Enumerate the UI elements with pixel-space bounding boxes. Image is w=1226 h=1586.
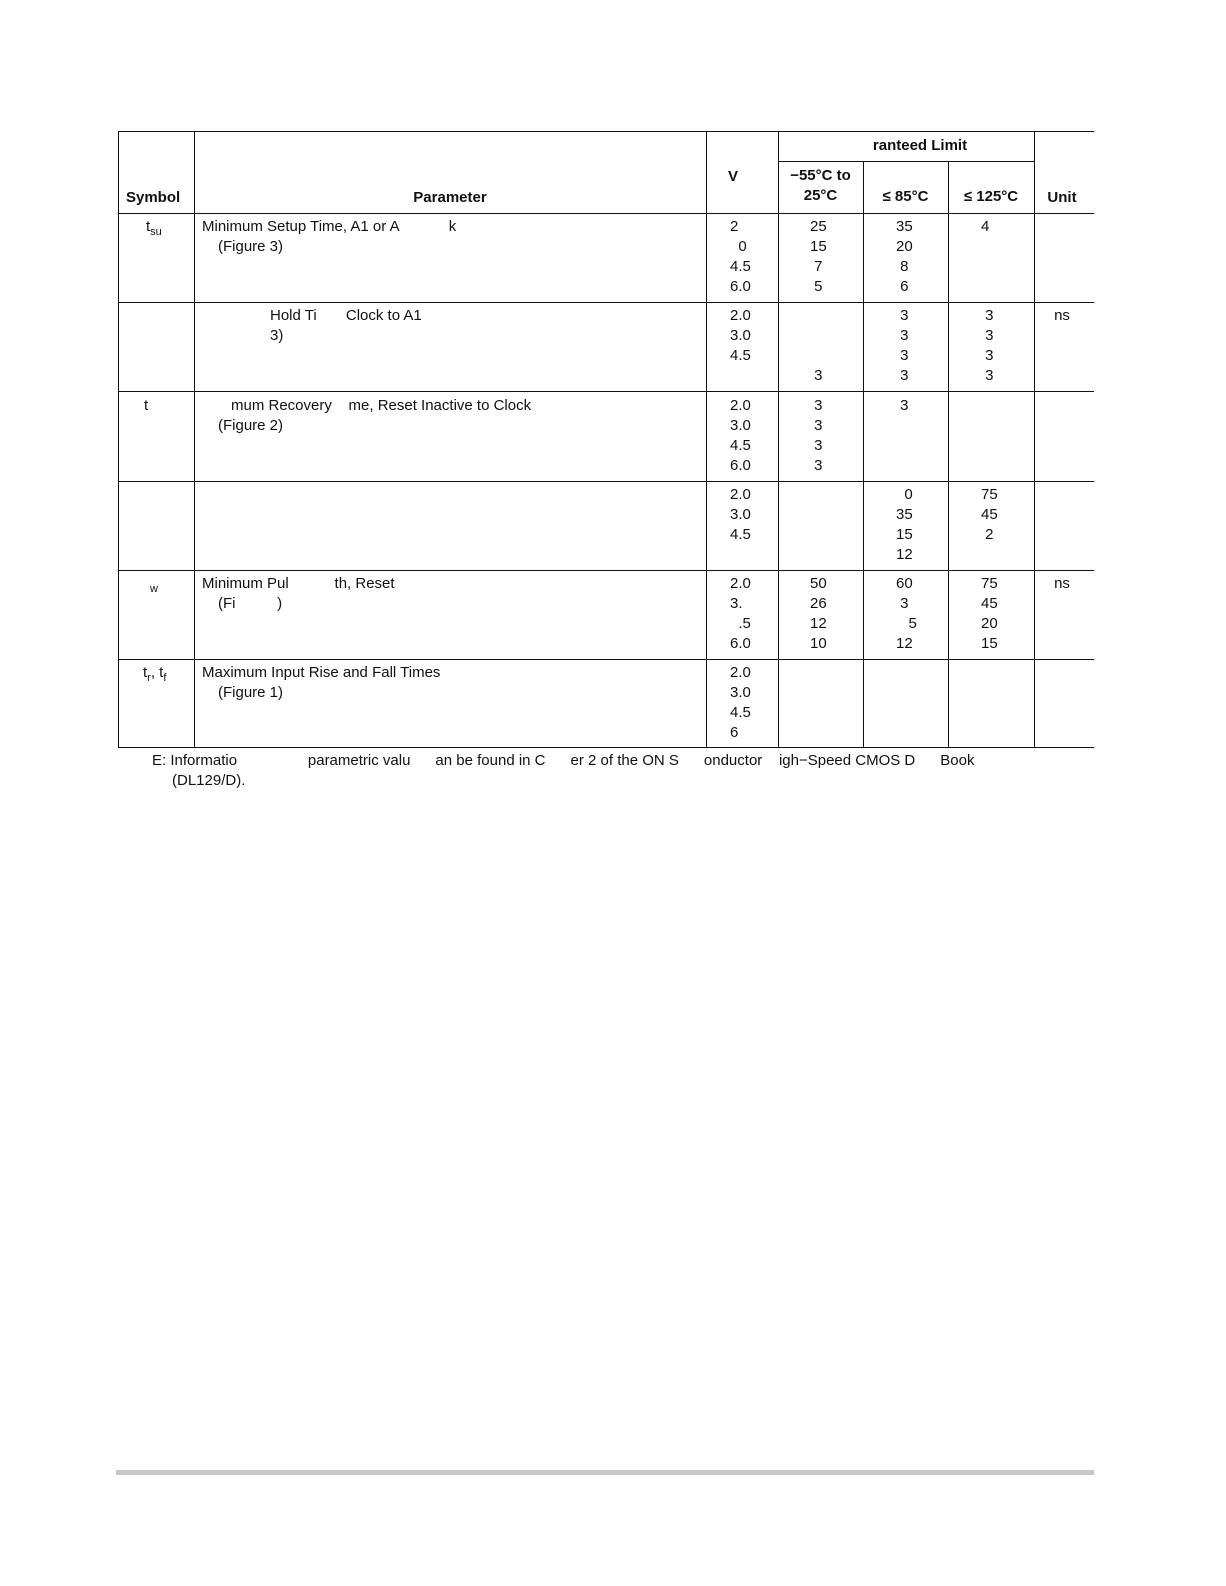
note-line1: E: Informatio parametric valu an be found in C er 2 of the ON S onductor igh−Speed CMOS D Book (152, 752, 975, 769)
col-border-left (118, 132, 119, 748)
row5-limit1: 50 26 12 10 (810, 575, 827, 652)
row3-limit1: 3 3 3 3 (814, 397, 823, 474)
row2-limit3: 3 3 3 3 (985, 307, 994, 384)
note-line2: (DL129/D). (172, 772, 246, 789)
row5-limit3: 75 45 20 15 (981, 575, 998, 652)
row6-v: 2.0 3.0 4.5 6 (730, 664, 751, 741)
table-top-border (118, 131, 1094, 132)
footer-rule (116, 1470, 1094, 1475)
col-border-limit1 (863, 161, 864, 748)
row1-limit2: 35 20 8 6 (896, 218, 913, 295)
header-unit: Unit (1047, 189, 1077, 206)
row4-v: 2.0 3.0 4.5 (730, 486, 751, 543)
row5-symbol: w (150, 583, 158, 595)
row6-symbol: $t_r$, $t_f$ (143, 664, 167, 684)
row1-param-line1: Minimum Setup Time, A1 or A k (202, 218, 457, 235)
row1-v: 2 0 4.5 6.0 (730, 218, 751, 295)
col-border-limit2 (948, 161, 949, 748)
header-limit2: ≤ 85°C (882, 188, 929, 205)
row5-v: 2.0 3. .5 6.0 (730, 575, 751, 652)
row4-limit3: 75 45 2 (981, 486, 998, 543)
row5-param-line2: (Fi ) (218, 595, 283, 612)
header-limit1-line1: −55°C to (790, 167, 851, 184)
header-symbol: Symbol (126, 189, 181, 206)
row5-limit2: 60 3 5 12 (896, 575, 917, 652)
row3-v: 2.0 3.0 4.5 6.0 (730, 397, 751, 474)
col-border-parameter (706, 132, 707, 748)
row2-limit1: 3 (814, 367, 823, 384)
row1-limit3: 4 (981, 218, 990, 235)
header-limit1-line2: 25°C (803, 187, 838, 204)
header-guaranteed-limit: ranteed Limit (872, 137, 968, 154)
row3-param-line2: (Figure 2) (218, 417, 284, 434)
row2-unit: ns (1054, 307, 1070, 324)
row4-limit2: 0 35 15 12 (896, 486, 913, 563)
row2-param-line2: 3) (270, 327, 284, 344)
header-v: V (727, 168, 738, 185)
row3-symbol: t (144, 397, 149, 414)
col-border-symbol (194, 132, 195, 748)
guaranteed-limit-divider (778, 161, 1034, 162)
row2-v: 2.0 3.0 4.5 (730, 307, 751, 364)
header-parameter: Parameter (413, 189, 487, 206)
row5-param-line1: Minimum Pul th, Reset (202, 575, 395, 592)
row3-param-line1: mum Recovery me, Reset Inactive to Clock (231, 397, 532, 414)
row1-symbol: $t_{su}$ (146, 218, 162, 238)
row5-unit: ns (1054, 575, 1070, 592)
row6-param-line1: Maximum Input Rise and Fall Times (202, 664, 441, 681)
row2-limit2: 3 3 3 3 (900, 307, 909, 384)
row3-limit2: 3 (896, 397, 909, 414)
row1-param-line2: (Figure 3) (218, 238, 284, 255)
row1-limit1: 25 15 7 5 (810, 218, 827, 295)
col-border-v (778, 132, 779, 748)
row2-param-line1: Hold Ti Clock to A1 (270, 307, 422, 324)
col-border-limit3 (1034, 132, 1035, 748)
header-limit3: ≤ 125°C (963, 188, 1019, 205)
row6-param-line2: (Figure 1) (218, 684, 284, 701)
